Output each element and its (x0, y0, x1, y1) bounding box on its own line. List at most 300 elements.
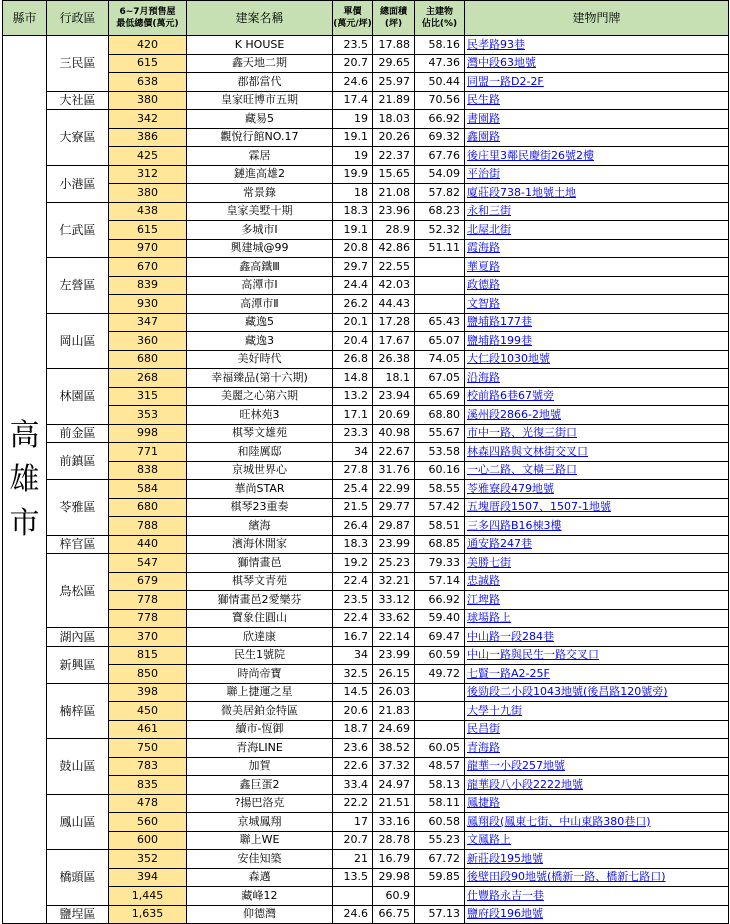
address-link[interactable]: 文智路 (465, 295, 729, 314)
min-price-cell: 680 (109, 498, 187, 517)
total-area-cell: 25.23 (373, 554, 415, 573)
min-price-cell: 783 (109, 757, 187, 776)
address-link[interactable]: 後庄里3鄰民慶街26號2樓 (465, 147, 729, 166)
header-county: 縣市 (3, 1, 47, 36)
min-price-cell: 970 (109, 239, 187, 258)
min-price-cell: 835 (109, 776, 187, 795)
project-name-cell: 皇家美墅十期 (187, 202, 333, 221)
min-price-cell: 394 (109, 868, 187, 887)
project-name-cell: 棋琴文雄苑 (187, 424, 333, 443)
min-price-cell: 850 (109, 665, 187, 684)
project-name-cell: 鑫天地二期 (187, 54, 333, 73)
table-row (3, 628, 729, 647)
table-row (3, 517, 729, 536)
main-ratio-cell (415, 702, 465, 721)
address-link[interactable]: 同盟一路D2-2F (465, 73, 729, 92)
main-ratio-cell: 58.51 (415, 517, 465, 536)
unit-price-cell: 17 (333, 813, 373, 832)
unit-price-cell: 18 (333, 184, 373, 203)
table-row (3, 591, 729, 610)
project-name-cell: 藏逸5 (187, 313, 333, 332)
total-area-cell: 22.99 (373, 480, 415, 499)
total-area-cell: 44.43 (373, 295, 415, 314)
table-row (3, 850, 729, 869)
main-ratio-cell (415, 683, 465, 702)
project-name-cell: 美好時代 (187, 350, 333, 369)
table-row (3, 757, 729, 776)
min-price-cell: 788 (109, 517, 187, 536)
unit-price-cell: 29.7 (333, 258, 373, 277)
min-price-cell: 750 (109, 739, 187, 758)
unit-price-cell: 13.5 (333, 868, 373, 887)
address-link[interactable]: 龍華段八小段2222地號 (465, 776, 729, 795)
header-unit-price-line2: (萬元/坪) (333, 19, 372, 29)
address-link[interactable]: 溪州段2866-2地號 (465, 406, 729, 425)
total-area-cell: 33.16 (373, 813, 415, 832)
unit-price-cell: 18.3 (333, 535, 373, 554)
project-name-cell: 藏峰12 (187, 887, 333, 906)
presale-table (2, 0, 729, 924)
project-name-cell: 旺林苑3 (187, 406, 333, 425)
table-row (3, 313, 729, 332)
project-name-cell: 聯上捷運之星 (187, 683, 333, 702)
address-link[interactable]: 林森四路與文林街交叉口 (465, 443, 729, 462)
project-name-cell: 濱海休閒家 (187, 535, 333, 554)
main-ratio-cell: 58.11 (415, 794, 465, 813)
address-link[interactable]: 霞海路 (465, 239, 729, 258)
address-link[interactable]: 鹽埔路177巷 (465, 313, 729, 332)
address-link[interactable]: 鹽埔路199巷 (465, 332, 729, 351)
main-ratio-cell: 60.59 (415, 646, 465, 665)
table-row (3, 128, 729, 147)
project-name-cell: 棋琴23重奏 (187, 498, 333, 517)
unit-price-cell: 23.6 (333, 739, 373, 758)
main-ratio-cell: 65.43 (415, 313, 465, 332)
min-price-cell: 268 (109, 369, 187, 388)
unit-price-cell: 24.6 (333, 73, 373, 92)
main-ratio-cell: 68.23 (415, 202, 465, 221)
address-link[interactable]: 鳳翔段(鳳東七街、中山東路380巷口) (465, 813, 729, 832)
project-name-cell: 欣達康 (187, 628, 333, 647)
total-area-cell: 21.83 (373, 702, 415, 721)
min-price-cell: 438 (109, 202, 187, 221)
project-name-cell: 華尚STAR (187, 480, 333, 499)
header-unit-price-line1: 單價 (343, 7, 362, 17)
total-area-cell: 33.62 (373, 609, 415, 628)
total-area-cell: 23.96 (373, 202, 415, 221)
address-link[interactable]: 仕豐路永吉一巷 (465, 887, 729, 906)
address-link[interactable]: 華夏路 (465, 258, 729, 277)
main-ratio-cell: 50.44 (415, 73, 465, 92)
unit-price-cell: 32.5 (333, 665, 373, 684)
table-row (3, 498, 729, 517)
min-price-cell: 771 (109, 443, 187, 462)
project-name-cell: 獅情畫邑 (187, 554, 333, 573)
table-row (3, 720, 729, 739)
unit-price-cell: 19 (333, 110, 373, 129)
address-link[interactable]: 校前路6巷67號旁 (465, 387, 729, 406)
project-name-cell: ?揚巴洛克 (187, 794, 333, 813)
total-area-cell: 26.03 (373, 683, 415, 702)
unit-price-cell: 20.7 (333, 54, 373, 73)
min-price-cell: 778 (109, 609, 187, 628)
table-row (3, 369, 729, 388)
total-area-cell: 60.9 (373, 887, 415, 906)
project-name-cell: 多城市I (187, 221, 333, 240)
address-link[interactable]: 球場路上 (465, 609, 729, 628)
address-link[interactable]: 大學十九街 (465, 702, 729, 721)
address-link[interactable]: 中山路一段284巷 (465, 628, 729, 647)
main-ratio-cell: 52.32 (415, 221, 465, 240)
min-price-cell: 398 (109, 683, 187, 702)
min-price-cell: 680 (109, 350, 187, 369)
main-ratio-cell: 48.57 (415, 757, 465, 776)
table-row (3, 184, 729, 203)
address-link[interactable]: 鹽府段196地號 (465, 905, 729, 924)
main-ratio-cell: 66.92 (415, 591, 465, 610)
min-price-cell: 584 (109, 480, 187, 499)
min-price-cell: 638 (109, 73, 187, 92)
header-min-price-line1: 6~7月預售屋 (119, 7, 176, 17)
address-link[interactable]: 美勝七街 (465, 554, 729, 573)
table-row (3, 813, 729, 832)
district-cell: 鹽埕區 (47, 905, 109, 924)
main-ratio-cell (415, 720, 465, 739)
main-ratio-cell: 54.09 (415, 165, 465, 184)
header-min-price-line2: 最低總價(萬元) (116, 19, 179, 29)
total-area-cell: 17.28 (373, 313, 415, 332)
unit-price-cell: 17.4 (333, 91, 373, 110)
unit-price-cell: 26.8 (333, 350, 373, 369)
total-area-cell: 22.14 (373, 628, 415, 647)
address-link[interactable]: 北屋北街 (465, 221, 729, 240)
address-link[interactable]: 大仁段1030地號 (465, 350, 729, 369)
county-cell (3, 36, 47, 924)
min-price-cell: 425 (109, 147, 187, 166)
table-row (3, 54, 729, 73)
min-price-cell: 360 (109, 332, 187, 351)
address-link[interactable]: 市中一路、光復三街口 (465, 424, 729, 443)
main-ratio-cell: 67.72 (415, 850, 465, 869)
address-link[interactable]: 後勁段二小段1043地號(後昌路120號旁) (465, 683, 729, 702)
address-link[interactable]: 沿海路 (465, 369, 729, 388)
main-ratio-cell: 53.58 (415, 443, 465, 462)
min-price-cell: 670 (109, 258, 187, 277)
unit-price-cell: 21 (333, 850, 373, 869)
total-area-cell: 15.65 (373, 165, 415, 184)
total-area-cell: 26.15 (373, 665, 415, 684)
header-row (3, 1, 729, 36)
unit-price-cell: 19.2 (333, 554, 373, 573)
total-area-cell: 16.79 (373, 850, 415, 869)
address-link[interactable]: 民孝路93巷 (465, 36, 729, 55)
min-price-cell: 615 (109, 54, 187, 73)
address-link[interactable]: 民生路 (465, 91, 729, 110)
min-price-cell: 315 (109, 387, 187, 406)
min-price-cell: 778 (109, 591, 187, 610)
address-link[interactable]: 一心二路、文橫三路口 (465, 461, 729, 480)
district-cell: 新興區 (47, 646, 109, 683)
unit-price-cell: 19.1 (333, 221, 373, 240)
project-name-cell: 聯上WE (187, 831, 333, 850)
main-ratio-cell: 68.80 (415, 406, 465, 425)
total-area-cell: 23.99 (373, 646, 415, 665)
main-ratio-cell: 51.11 (415, 239, 465, 258)
address-link[interactable]: 永和三街 (465, 202, 729, 221)
total-area-cell: 29.65 (373, 54, 415, 73)
table-row (3, 406, 729, 425)
main-ratio-cell: 60.16 (415, 461, 465, 480)
total-area-cell: 17.88 (373, 36, 415, 55)
table-row (3, 646, 729, 665)
min-price-cell: 600 (109, 831, 187, 850)
min-price-cell: 420 (109, 36, 187, 55)
address-link[interactable]: 三多四路B16棟3樓 (465, 517, 729, 536)
min-price-cell: 461 (109, 720, 187, 739)
header-district: 行政區 (47, 1, 109, 36)
unit-price-cell (333, 887, 373, 906)
main-ratio-cell: 57.14 (415, 572, 465, 591)
header-project-name: 建案名稱 (187, 1, 333, 36)
main-ratio-cell: 60.58 (415, 813, 465, 832)
unit-price-cell: 25.4 (333, 480, 373, 499)
table-row (3, 165, 729, 184)
address-link[interactable]: 七賢一路A2-25F (465, 665, 729, 684)
address-link[interactable]: 平治街 (465, 165, 729, 184)
unit-price-cell: 33.4 (333, 776, 373, 795)
total-area-cell: 29.87 (373, 517, 415, 536)
address-link[interactable]: 江埤路 (465, 591, 729, 610)
project-name-cell: 京城鳳翔 (187, 813, 333, 832)
total-area-cell: 37.32 (373, 757, 415, 776)
table-row (3, 332, 729, 351)
county-label: 高 雄 市 (9, 417, 40, 541)
total-area-cell: 40.98 (373, 424, 415, 443)
project-name-cell: 京城世界心 (187, 461, 333, 480)
total-area-cell: 22.37 (373, 147, 415, 166)
unit-price-cell: 16.7 (333, 628, 373, 647)
address-link[interactable]: 苓雅寮段479地號 (465, 480, 729, 499)
district-cell: 左營區 (47, 258, 109, 314)
project-name-cell: 和陸厲邸 (187, 443, 333, 462)
total-area-cell: 29.77 (373, 498, 415, 517)
main-ratio-cell: 55.23 (415, 831, 465, 850)
min-price-cell: 342 (109, 110, 187, 129)
project-name-cell: 續市-恆御 (187, 720, 333, 739)
district-cell: 苓雅區 (47, 480, 109, 536)
table-row (3, 387, 729, 406)
main-ratio-cell: 59.85 (415, 868, 465, 887)
project-name-cell: 觀悅行館NO.17 (187, 128, 333, 147)
project-name-cell: 皇家旺博市五期 (187, 91, 333, 110)
main-ratio-cell: 60.05 (415, 739, 465, 758)
min-price-cell: 370 (109, 628, 187, 647)
unit-price-cell: 34 (333, 646, 373, 665)
main-ratio-cell (415, 887, 465, 906)
table-row (3, 905, 729, 924)
total-area-cell: 17.67 (373, 332, 415, 351)
project-name-cell: 加賀 (187, 757, 333, 776)
project-name-cell: 森邁 (187, 868, 333, 887)
unit-price-cell: 13.2 (333, 387, 373, 406)
project-name-cell: 鑫高鐵Ⅲ (187, 258, 333, 277)
district-cell: 前金區 (47, 424, 109, 443)
total-area-cell: 42.86 (373, 239, 415, 258)
unit-price-cell: 20.4 (333, 332, 373, 351)
total-area-cell: 22.55 (373, 258, 415, 277)
total-area-cell: 28.9 (373, 221, 415, 240)
district-cell: 湖內區 (47, 628, 109, 647)
district-cell: 梓官區 (47, 535, 109, 554)
unit-price-cell: 19 (333, 147, 373, 166)
main-ratio-cell: 66.92 (415, 110, 465, 129)
unit-price-cell: 18.3 (333, 202, 373, 221)
main-ratio-cell: 59.40 (415, 609, 465, 628)
table-row (3, 461, 729, 480)
total-area-cell: 22.67 (373, 443, 415, 462)
total-area-cell: 24.69 (373, 720, 415, 739)
table-row (3, 572, 729, 591)
address-link[interactable]: 灣中段63地號 (465, 54, 729, 73)
unit-price-cell: 19.9 (333, 165, 373, 184)
project-name-cell: 微美居鉑金特區 (187, 702, 333, 721)
total-area-cell: 38.52 (373, 739, 415, 758)
total-area-cell: 29.98 (373, 868, 415, 887)
main-ratio-cell: 67.76 (415, 147, 465, 166)
total-area-cell: 26.38 (373, 350, 415, 369)
project-name-cell: 藏易5 (187, 110, 333, 129)
min-price-cell: 839 (109, 276, 187, 295)
address-link[interactable]: 政德路 (465, 276, 729, 295)
project-name-cell: 興建城@99 (187, 239, 333, 258)
total-area-cell: 31.76 (373, 461, 415, 480)
table-row (3, 554, 729, 573)
address-link[interactable]: 通安路247巷 (465, 535, 729, 554)
main-ratio-cell: 57.42 (415, 498, 465, 517)
header-total-area-line1: 總面積 (379, 7, 407, 17)
table-row (3, 221, 729, 240)
project-name-cell: 繽海 (187, 517, 333, 536)
main-ratio-cell: 67.05 (415, 369, 465, 388)
unit-price-cell: 14.8 (333, 369, 373, 388)
unit-price-cell: 22.4 (333, 609, 373, 628)
main-ratio-cell: 65.69 (415, 387, 465, 406)
table-row (3, 480, 729, 499)
min-price-cell: 450 (109, 702, 187, 721)
total-area-cell: 21.51 (373, 794, 415, 813)
main-ratio-cell: 49.72 (415, 665, 465, 684)
main-ratio-cell: 74.05 (415, 350, 465, 369)
district-cell: 小港區 (47, 165, 109, 202)
address-link[interactable]: 書園路 (465, 110, 729, 129)
project-name-cell: 獅情畫邑2愛樂芬 (187, 591, 333, 610)
total-area-cell: 66.75 (373, 905, 415, 924)
district-cell: 鳥松區 (47, 554, 109, 628)
unit-price-cell: 14.5 (333, 683, 373, 702)
total-area-cell: 28.78 (373, 831, 415, 850)
project-name-cell: 安佳知築 (187, 850, 333, 869)
unit-price-cell: 26.4 (333, 517, 373, 536)
table-row (3, 702, 729, 721)
header-main-ratio-line2: 佔比(%) (421, 19, 458, 29)
table-row (3, 73, 729, 92)
district-cell: 林園區 (47, 369, 109, 425)
min-price-cell: 1,635 (109, 905, 187, 924)
unit-price-cell: 17.1 (333, 406, 373, 425)
min-price-cell: 838 (109, 461, 187, 480)
address-link[interactable]: 廈莊段738-1地號土地 (465, 184, 729, 203)
address-link[interactable]: 忠誠路 (465, 572, 729, 591)
unit-price-cell: 22.2 (333, 794, 373, 813)
address-link[interactable]: 民昌街 (465, 720, 729, 739)
main-ratio-cell (415, 258, 465, 277)
total-area-cell: 32.21 (373, 572, 415, 591)
project-name-cell: 郡都當代 (187, 73, 333, 92)
table-row (3, 258, 729, 277)
project-name-cell: 民生1號院 (187, 646, 333, 665)
address-link[interactable]: 五塊厝段1507、1507-1地號 (465, 498, 729, 517)
total-area-cell: 18.03 (373, 110, 415, 129)
address-link[interactable]: 後壁田段90地號(橋新一路、橋新七路口) (465, 868, 729, 887)
min-price-cell: 815 (109, 646, 187, 665)
unit-price-cell: 19.1 (333, 128, 373, 147)
table-row (3, 295, 729, 314)
address-link[interactable]: 新莊段195地號 (465, 850, 729, 869)
project-name-cell: K HOUSE (187, 36, 333, 55)
table-row (3, 36, 729, 55)
address-link[interactable]: 龍華一小段257地號 (465, 757, 729, 776)
project-name-cell: 美麗之心第六期 (187, 387, 333, 406)
main-ratio-cell: 69.47 (415, 628, 465, 647)
unit-price-cell: 18.7 (333, 720, 373, 739)
table-body (3, 36, 729, 924)
project-name-cell: 高潭市Ⅰ (187, 276, 333, 295)
total-area-cell: 33.12 (373, 591, 415, 610)
table-row (3, 276, 729, 295)
min-price-cell: 998 (109, 424, 187, 443)
main-ratio-cell: 57.82 (415, 184, 465, 203)
district-cell: 橋頭區 (47, 850, 109, 906)
total-area-cell: 23.94 (373, 387, 415, 406)
address-link[interactable]: 文鳳路上 (465, 831, 729, 850)
address-link[interactable]: 中山一路與民生一路交叉口 (465, 646, 729, 665)
min-price-cell: 547 (109, 554, 187, 573)
main-ratio-cell: 69.32 (415, 128, 465, 147)
table-row (3, 683, 729, 702)
project-name-cell: 鑫巨蛋2 (187, 776, 333, 795)
table-row (3, 110, 729, 129)
unit-price-cell: 20.6 (333, 702, 373, 721)
table-row (3, 239, 729, 258)
min-price-cell: 352 (109, 850, 187, 869)
table-row (3, 665, 729, 684)
district-cell: 仁武區 (47, 202, 109, 258)
address-link[interactable]: 鳳捷路 (465, 794, 729, 813)
table-row (3, 776, 729, 795)
main-ratio-cell: 57.13 (415, 905, 465, 924)
unit-price-cell: 20.8 (333, 239, 373, 258)
address-link[interactable]: 青海路 (465, 739, 729, 758)
unit-price-cell: 26.2 (333, 295, 373, 314)
unit-price-cell: 23.3 (333, 424, 373, 443)
total-area-cell: 23.99 (373, 535, 415, 554)
district-cell: 鳳山區 (47, 794, 109, 850)
address-link[interactable]: 鑫園路 (465, 128, 729, 147)
district-cell: 鼓山區 (47, 739, 109, 795)
min-price-cell: 386 (109, 128, 187, 147)
table-row (3, 147, 729, 166)
unit-price-cell: 22.4 (333, 572, 373, 591)
